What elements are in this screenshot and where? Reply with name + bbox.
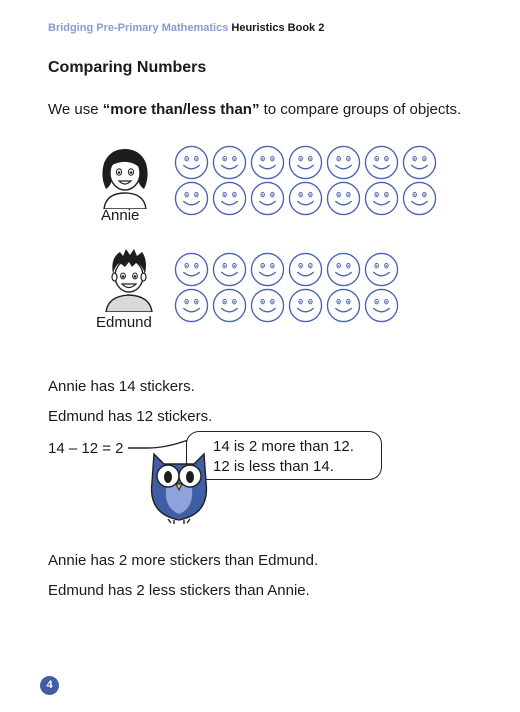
smiley-sticker-icon	[326, 145, 361, 180]
sticker-row	[174, 181, 437, 216]
edmund-count-text: Edmund has 12 stickers.	[48, 408, 213, 425]
smiley-sticker-icon	[326, 288, 361, 323]
intro-sentence	[48, 101, 461, 118]
girl-face-icon	[92, 143, 158, 214]
page-title: Comparing Numbers	[48, 59, 207, 76]
smiley-sticker-icon	[402, 181, 437, 216]
smiley-sticker-icon	[212, 145, 247, 180]
subtraction-equation: 14 – 12 = 2	[48, 440, 124, 457]
annie-count-text: Annie has 14 stickers.	[48, 378, 195, 395]
smiley-sticker-icon	[174, 252, 209, 287]
bubble-line-1: 14 is 2 more than 12.	[213, 438, 354, 455]
sticker-row	[174, 252, 399, 287]
smiley-sticker-icon	[326, 181, 361, 216]
annie-name: Annie	[101, 207, 140, 224]
smiley-sticker-icon	[364, 181, 399, 216]
smiley-sticker-icon	[402, 145, 437, 180]
smiley-sticker-icon	[364, 145, 399, 180]
page-number: 4	[40, 676, 59, 695]
smiley-sticker-icon	[250, 288, 285, 323]
intro-after: to compare groups of objects.	[259, 101, 462, 118]
smiley-sticker-icon	[250, 252, 285, 287]
book-title: Heuristics Book 2	[231, 22, 325, 34]
running-header	[48, 22, 324, 34]
smiley-sticker-icon	[288, 288, 323, 323]
annie-stickers	[174, 145, 437, 216]
sticker-row	[174, 288, 399, 323]
smiley-sticker-icon	[174, 145, 209, 180]
smiley-sticker-icon	[250, 181, 285, 216]
smiley-sticker-icon	[288, 145, 323, 180]
intro-before: We use	[48, 101, 103, 118]
conclusion-less: Edmund has 2 less stickers than Annie.	[48, 582, 310, 599]
speech-bubble	[186, 431, 382, 480]
smiley-sticker-icon	[364, 288, 399, 323]
owl-icon	[148, 448, 210, 524]
edmund-name: Edmund	[96, 314, 152, 331]
smiley-sticker-icon	[326, 252, 361, 287]
smiley-sticker-icon	[288, 252, 323, 287]
boy-face-icon	[96, 246, 162, 317]
smiley-sticker-icon	[212, 181, 247, 216]
smiley-sticker-icon	[174, 288, 209, 323]
smiley-sticker-icon	[250, 145, 285, 180]
conclusion-more: Annie has 2 more stickers than Edmund.	[48, 552, 319, 569]
intro-bold: “more than/less than”	[102, 101, 260, 118]
edmund-stickers	[174, 252, 399, 323]
smiley-sticker-icon	[174, 181, 209, 216]
smiley-sticker-icon	[212, 252, 247, 287]
smiley-sticker-icon	[364, 252, 399, 287]
smiley-sticker-icon	[288, 181, 323, 216]
smiley-sticker-icon	[212, 288, 247, 323]
sticker-row	[174, 145, 437, 180]
bubble-line-2: 12 is less than 14.	[213, 458, 334, 475]
series-title: Bridging Pre-Primary Mathematics	[48, 22, 229, 34]
